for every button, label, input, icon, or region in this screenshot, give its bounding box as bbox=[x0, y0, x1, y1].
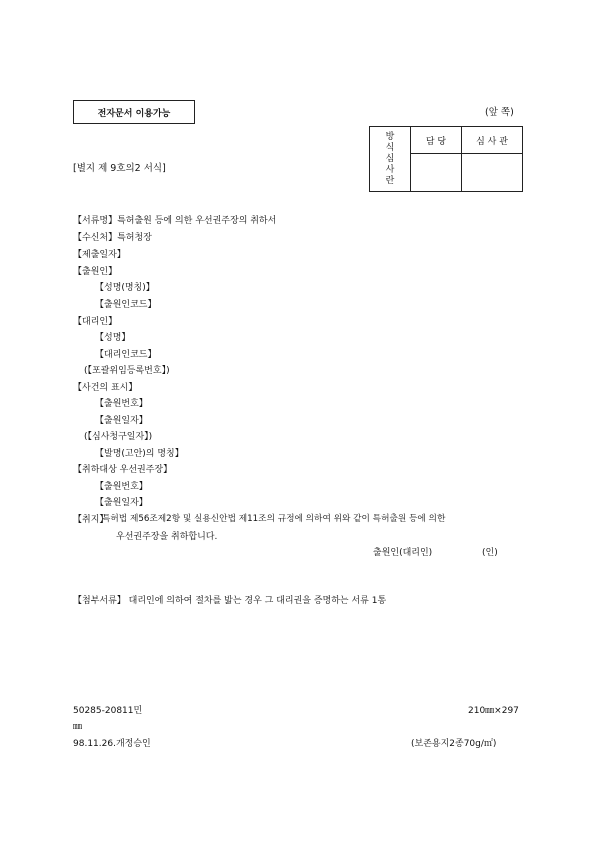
footer-unit: ㎜ bbox=[73, 722, 83, 732]
field-recipient: 【수신처】특허청장 bbox=[73, 233, 152, 243]
approval-officer-header: 담 당 bbox=[411, 127, 462, 154]
field-agent: 【대리인】 bbox=[73, 317, 118, 327]
page-side-label: (앞 쪽) bbox=[485, 107, 514, 118]
footer-paper-size: 210㎜×297 bbox=[468, 706, 519, 716]
field-submission-date: 【제출일자】 bbox=[73, 250, 126, 260]
field-applicant: 【출원인】 bbox=[73, 267, 118, 277]
field-general-power-number: (【포괄위임등록번호】) bbox=[84, 366, 170, 376]
signature-applicant: 출원인(대리인) bbox=[373, 548, 433, 558]
field-case-application-number: 【출원번호】 bbox=[95, 399, 148, 409]
field-case-application-date: 【출원일자】 bbox=[95, 416, 148, 426]
field-agent-name: 【성명】 bbox=[95, 333, 131, 343]
approval-examiner-cell bbox=[462, 154, 523, 192]
purpose-text: 특허법 제56조제2항 및 실용신안법 제11조의 규정에 의하여 위와 같이 특허출원 등에 의한 bbox=[102, 514, 446, 524]
field-agent-code: 【대리인코드】 bbox=[95, 350, 157, 360]
approval-table bbox=[369, 126, 523, 192]
approval-heading-char: 심 bbox=[385, 153, 395, 164]
field-invention-title: 【발명(고안)의 명칭】 bbox=[95, 449, 184, 459]
footer-form-code: 50285-20811민 bbox=[73, 706, 143, 716]
approval-heading-char: 란 bbox=[385, 175, 395, 186]
approval-heading-char: 방 bbox=[385, 131, 395, 142]
signature-seal: (인) bbox=[482, 548, 498, 558]
approval-officer-cell bbox=[411, 154, 462, 192]
field-priority-application-date: 【출원일자】 bbox=[95, 498, 148, 508]
field-priority-application-number: 【출원번호】 bbox=[95, 482, 148, 492]
form-number: [별지 제 9호의2 서식] bbox=[73, 163, 166, 174]
field-applicant-name: 【성명(명칭)】 bbox=[95, 283, 155, 293]
field-case-display: 【사건의 표시】 bbox=[73, 383, 138, 393]
approval-heading-char: 사 bbox=[385, 164, 395, 175]
electronic-document-box: 전자문서 이용가능 bbox=[73, 100, 195, 124]
field-document-name: 【서류명】특허출원 등에 의한 우선권주장의 취하서 bbox=[73, 216, 277, 226]
footer-approval-date: 98.11.26.개정승인 bbox=[73, 739, 151, 749]
approval-examiner-header: 심 사 관 bbox=[462, 127, 523, 154]
field-applicant-code: 【출원인코드】 bbox=[95, 300, 157, 310]
purpose-label: 【취지】 bbox=[73, 515, 109, 525]
approval-heading bbox=[370, 127, 411, 192]
approval-heading-char: 식 bbox=[385, 142, 395, 153]
attachment-line: 【첨부서류】 대리인에 의하여 절차를 밟는 경우 그 대리권을 증명하는 서류 1통 bbox=[73, 596, 387, 606]
purpose-text-continued: 우선권주장을 취하합니다. bbox=[116, 532, 218, 542]
field-examination-request-date: (【심사청구일자】) bbox=[84, 432, 153, 442]
footer-paper-type: (보존용지2종70g/㎡) bbox=[411, 739, 497, 749]
field-withdrawn-priority-claim: 【취하대상 우선권주장】 bbox=[73, 465, 173, 475]
